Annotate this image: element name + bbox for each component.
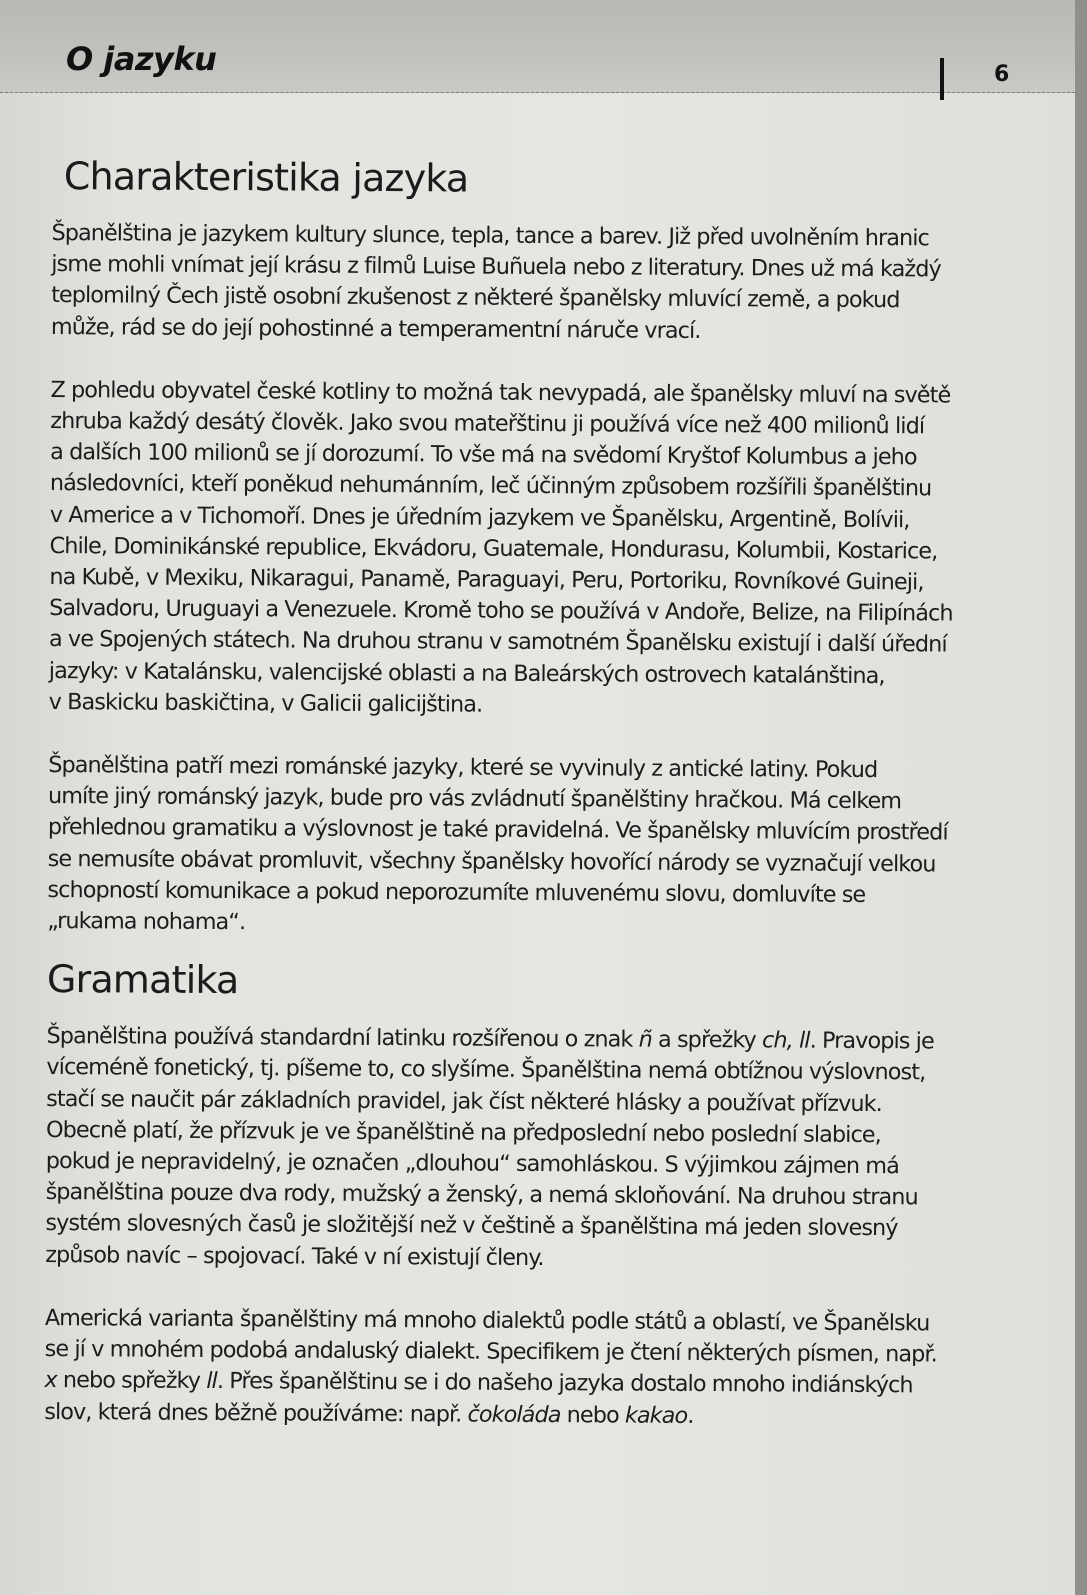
section-title: Charakteristika jazyka — [63, 154, 469, 201]
italic-term: ñ — [638, 1026, 652, 1053]
page-content — [44, 150, 1012, 1434]
text-line: Španělština je jazykem kultury slunce, tepla, tance a barev. Již před uvolněním hranic — [51, 219, 930, 252]
text-line: „rukama nohama“. — [47, 908, 246, 936]
text-line: pokud je nepravidelný, je označen „dlouhou“ samohláskou. S výjimkou zájmen má — [45, 1148, 899, 1180]
header-divider — [940, 58, 944, 100]
text-line: způsob navíc – spojovací. Také v ní existují členy. — [45, 1241, 544, 1271]
text-run: . — [687, 1402, 694, 1429]
text-run: . Přes španělštinu se i do našeho jazyka dostalo mnoho indiánských — [216, 1368, 913, 1399]
text-line: se jí v mnohém podobá andaluský dialekt. Specifikem je čtení některých písmen, např. — [44, 1336, 937, 1368]
section-title: Gramatika — [46, 957, 239, 1003]
text-line: v Baskicku baskičtina, v Galicii galicijština. — [48, 688, 483, 718]
text-line: Americká varianta španělštiny má mnoho dialektů podle států a oblastí, ve Španělsku — [44, 1304, 930, 1337]
text-line — [44, 1396, 1004, 1433]
text-line — [44, 1365, 1004, 1402]
text-line: zhruba každý desátý člověk. Jako svou mateřštinu ji používá více než 400 milionů lidí — [50, 408, 925, 440]
paragraph — [49, 375, 1011, 724]
italic-term: čokoláda — [467, 1401, 561, 1428]
italic-term: ll — [206, 1368, 217, 1395]
text-run: . Pravopis je — [809, 1027, 934, 1055]
text-line: v Americe a v Tichomoří. Dnes je úředním jazykem ve Španělsku, Argentině, Bolívii, — [49, 501, 910, 533]
text-run: slov, která dnes běžně používáme: např. — [44, 1398, 468, 1428]
text-line: španělština pouze dva rody, mužský a ženský, a nemá skloňování. Na druhou stranu — [45, 1179, 918, 1211]
text-line: schopností komunikace a pokud neporozumíte mluvenému slovu, domluvíte se — [47, 876, 866, 908]
text-line: systém slovesných časů je složitější než v češtině a španělština má jeden slovesný — [45, 1210, 898, 1242]
text-line: se nemusíte obávat promluvit, všechny španělsky hovořící národy se vyznačují velkou — [47, 845, 936, 878]
running-header — [0, 0, 1075, 93]
italic-term: ch, ll — [762, 1027, 810, 1054]
text-line: jazyky: v Katalánsku, valencijské oblasti a na Baleárských ostrovech katalánština, — [48, 657, 885, 689]
paragraph — [44, 1303, 1005, 1434]
text-line: Z pohledu obyvatel české kotliny to možná tak nevypadá, ale španělsky mluví na světě — [50, 376, 951, 409]
text-line: Obecně platí, že přízvuk je ve španělštině na předposlední nebo poslední slabice, — [45, 1116, 881, 1148]
text-line: Salvadoru, Uruguayi a Venezuele. Kromě toho se používá v Andoře, Belize, na Filipínách — [49, 595, 953, 627]
text-line: přehlednou gramatiku a výslovnost je také pravidelná. Ve španělsky mluvícím prostředí — [47, 814, 948, 846]
text-line: a ve Spojených státech. Na druhou stranu v samotném Španělsku existují i další úřední — [48, 626, 947, 658]
text-run: nebo spřežky — [56, 1367, 207, 1395]
section-charakteristika — [47, 150, 1012, 943]
text-run: Španělština používá standardní latinku rozšířenou o znak — [46, 1023, 639, 1053]
page-number: 6 — [994, 62, 1010, 87]
italic-term: kakao — [624, 1402, 688, 1429]
text-line: na Kubě, v Mexiku, Nikaragui, Panamě, Paraguayi, Peru, Portoriku, Rovníkové Guineji, — [49, 564, 924, 596]
text-line: může, rád se do její pohostinné a temperamentní náruče vrací. — [50, 313, 701, 344]
text-line: umíte jiný románský jazyk, bude pro vás zvládnutí španělštiny hračkou. Má celkem — [47, 783, 902, 815]
text-line: stačí se naučit pár základních pravidel, jak číst některé hlásky a používat přízvuk. — [46, 1085, 882, 1117]
paragraph — [45, 1021, 1007, 1276]
italic-term: x — [44, 1367, 57, 1394]
paragraph — [47, 750, 1008, 943]
running-title: O jazyku — [66, 40, 217, 78]
text-line: Chile, Dominikánské republice, Ekvádoru, Guatemale, Hondurasu, Kolumbii, Kostarice, — [49, 532, 938, 565]
text-run: nebo — [560, 1401, 626, 1429]
section-gramatika — [44, 953, 1007, 1433]
text-line: víceméně fonetický, tj. píšeme to, co slyšíme. Španělština nemá obtížnou výslovnost, — [46, 1054, 926, 1086]
paragraph — [51, 218, 1012, 349]
text-line: Španělština patří mezi románské jazyky, které se vyvinuly z antické latiny. Pokud — [48, 752, 878, 784]
text-line: následovníci, kteří poněkud nehumánním, leč účinným způsobem rozšířili španělštinu — [49, 470, 932, 502]
text-run: a spřežky — [651, 1026, 763, 1054]
text-line: teplomilný Čech jistě osobní zkušenost z některé španělsky mluvící země, a pokud — [51, 282, 900, 314]
text-line: jsme mohli vnímat její krásu z filmů Luise Buñuela nebo z literatury. Dnes už má každý — [51, 251, 941, 283]
text-line: a dalších 100 milionů se jí dorozumí. To vše má na svědomí Kryštof Kolumbus a jeho — [50, 439, 917, 471]
